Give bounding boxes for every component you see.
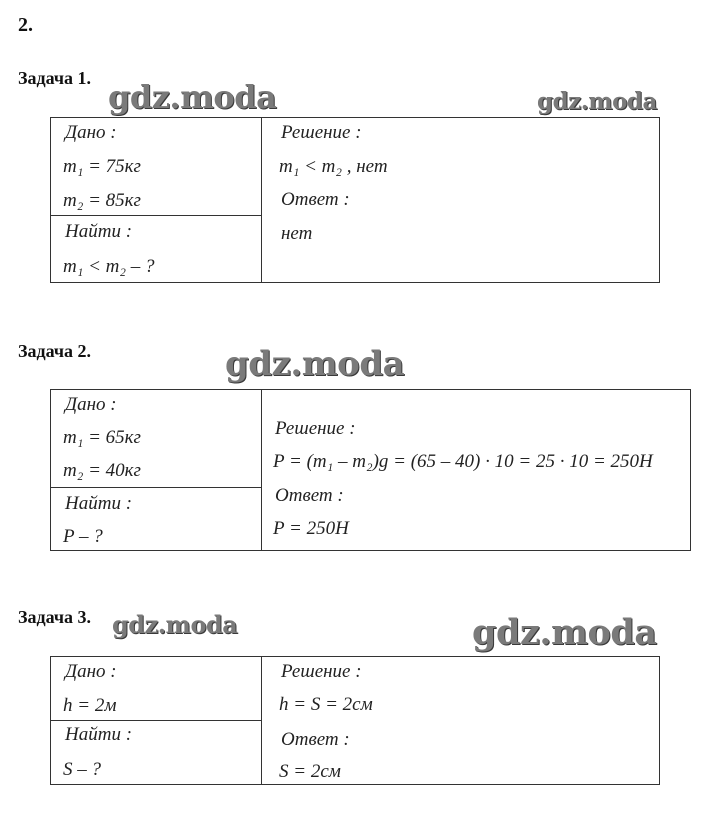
column-divider [261, 118, 262, 282]
given-line: m₁ = 65кг [63, 427, 141, 448]
given-line: m₂ = 40кг [63, 460, 141, 481]
row-divider [51, 720, 262, 721]
solution-line: h = S = 2см [279, 694, 373, 715]
answer-label: Ответ : [281, 729, 350, 750]
given-label: Дано : [65, 394, 117, 415]
answer-label: Ответ : [281, 189, 350, 210]
task-2-table [50, 389, 691, 551]
task-2-title: Задача 2. [18, 341, 92, 361]
answer-label: Ответ : [275, 485, 344, 506]
row-divider [51, 487, 262, 488]
given-label: Дано : [65, 661, 117, 682]
row-divider [51, 215, 262, 216]
task-1-table [50, 117, 660, 283]
answer-line: S = 2см [279, 761, 341, 782]
solution-label: Решение : [281, 661, 362, 682]
watermark-logo: gdz.moda [108, 78, 277, 116]
watermark-logo: gdz.moda [472, 612, 657, 653]
task-3-table [50, 656, 660, 785]
given-line: m₂ = 85кг [63, 190, 141, 211]
given-line: h = 2м [63, 695, 117, 716]
column-divider [261, 390, 262, 550]
page-number: 2. [18, 14, 33, 36]
find-label: Найти : [65, 493, 133, 514]
answer-line: P = 250H [273, 518, 349, 539]
answer-line: нет [281, 223, 313, 244]
find-line: m₁ < m₂ – ? [63, 256, 155, 277]
find-label: Найти : [65, 724, 133, 745]
solution-line: m₁ < m₂ , нет [279, 156, 388, 177]
task-3-title: Задача 3. [18, 607, 92, 627]
given-line: m₁ = 75кг [63, 156, 141, 177]
solution-label: Решение : [281, 122, 362, 143]
given-label: Дано : [65, 122, 117, 143]
watermark-logo: gdz.moda [537, 88, 657, 115]
solution-label: Решение : [275, 418, 356, 439]
find-label: Найти : [65, 221, 133, 242]
watermark-logo: gdz.moda [225, 344, 405, 384]
solution-line: P = (m₁ – m₂)g = (65 – 40) · 10 = 25 · 10 = 250H [273, 451, 653, 472]
find-line: S – ? [63, 759, 101, 780]
find-line: P – ? [63, 526, 103, 547]
task-1-title: Задача 1. [18, 68, 92, 88]
watermark-logo: gdz.moda [112, 610, 238, 639]
